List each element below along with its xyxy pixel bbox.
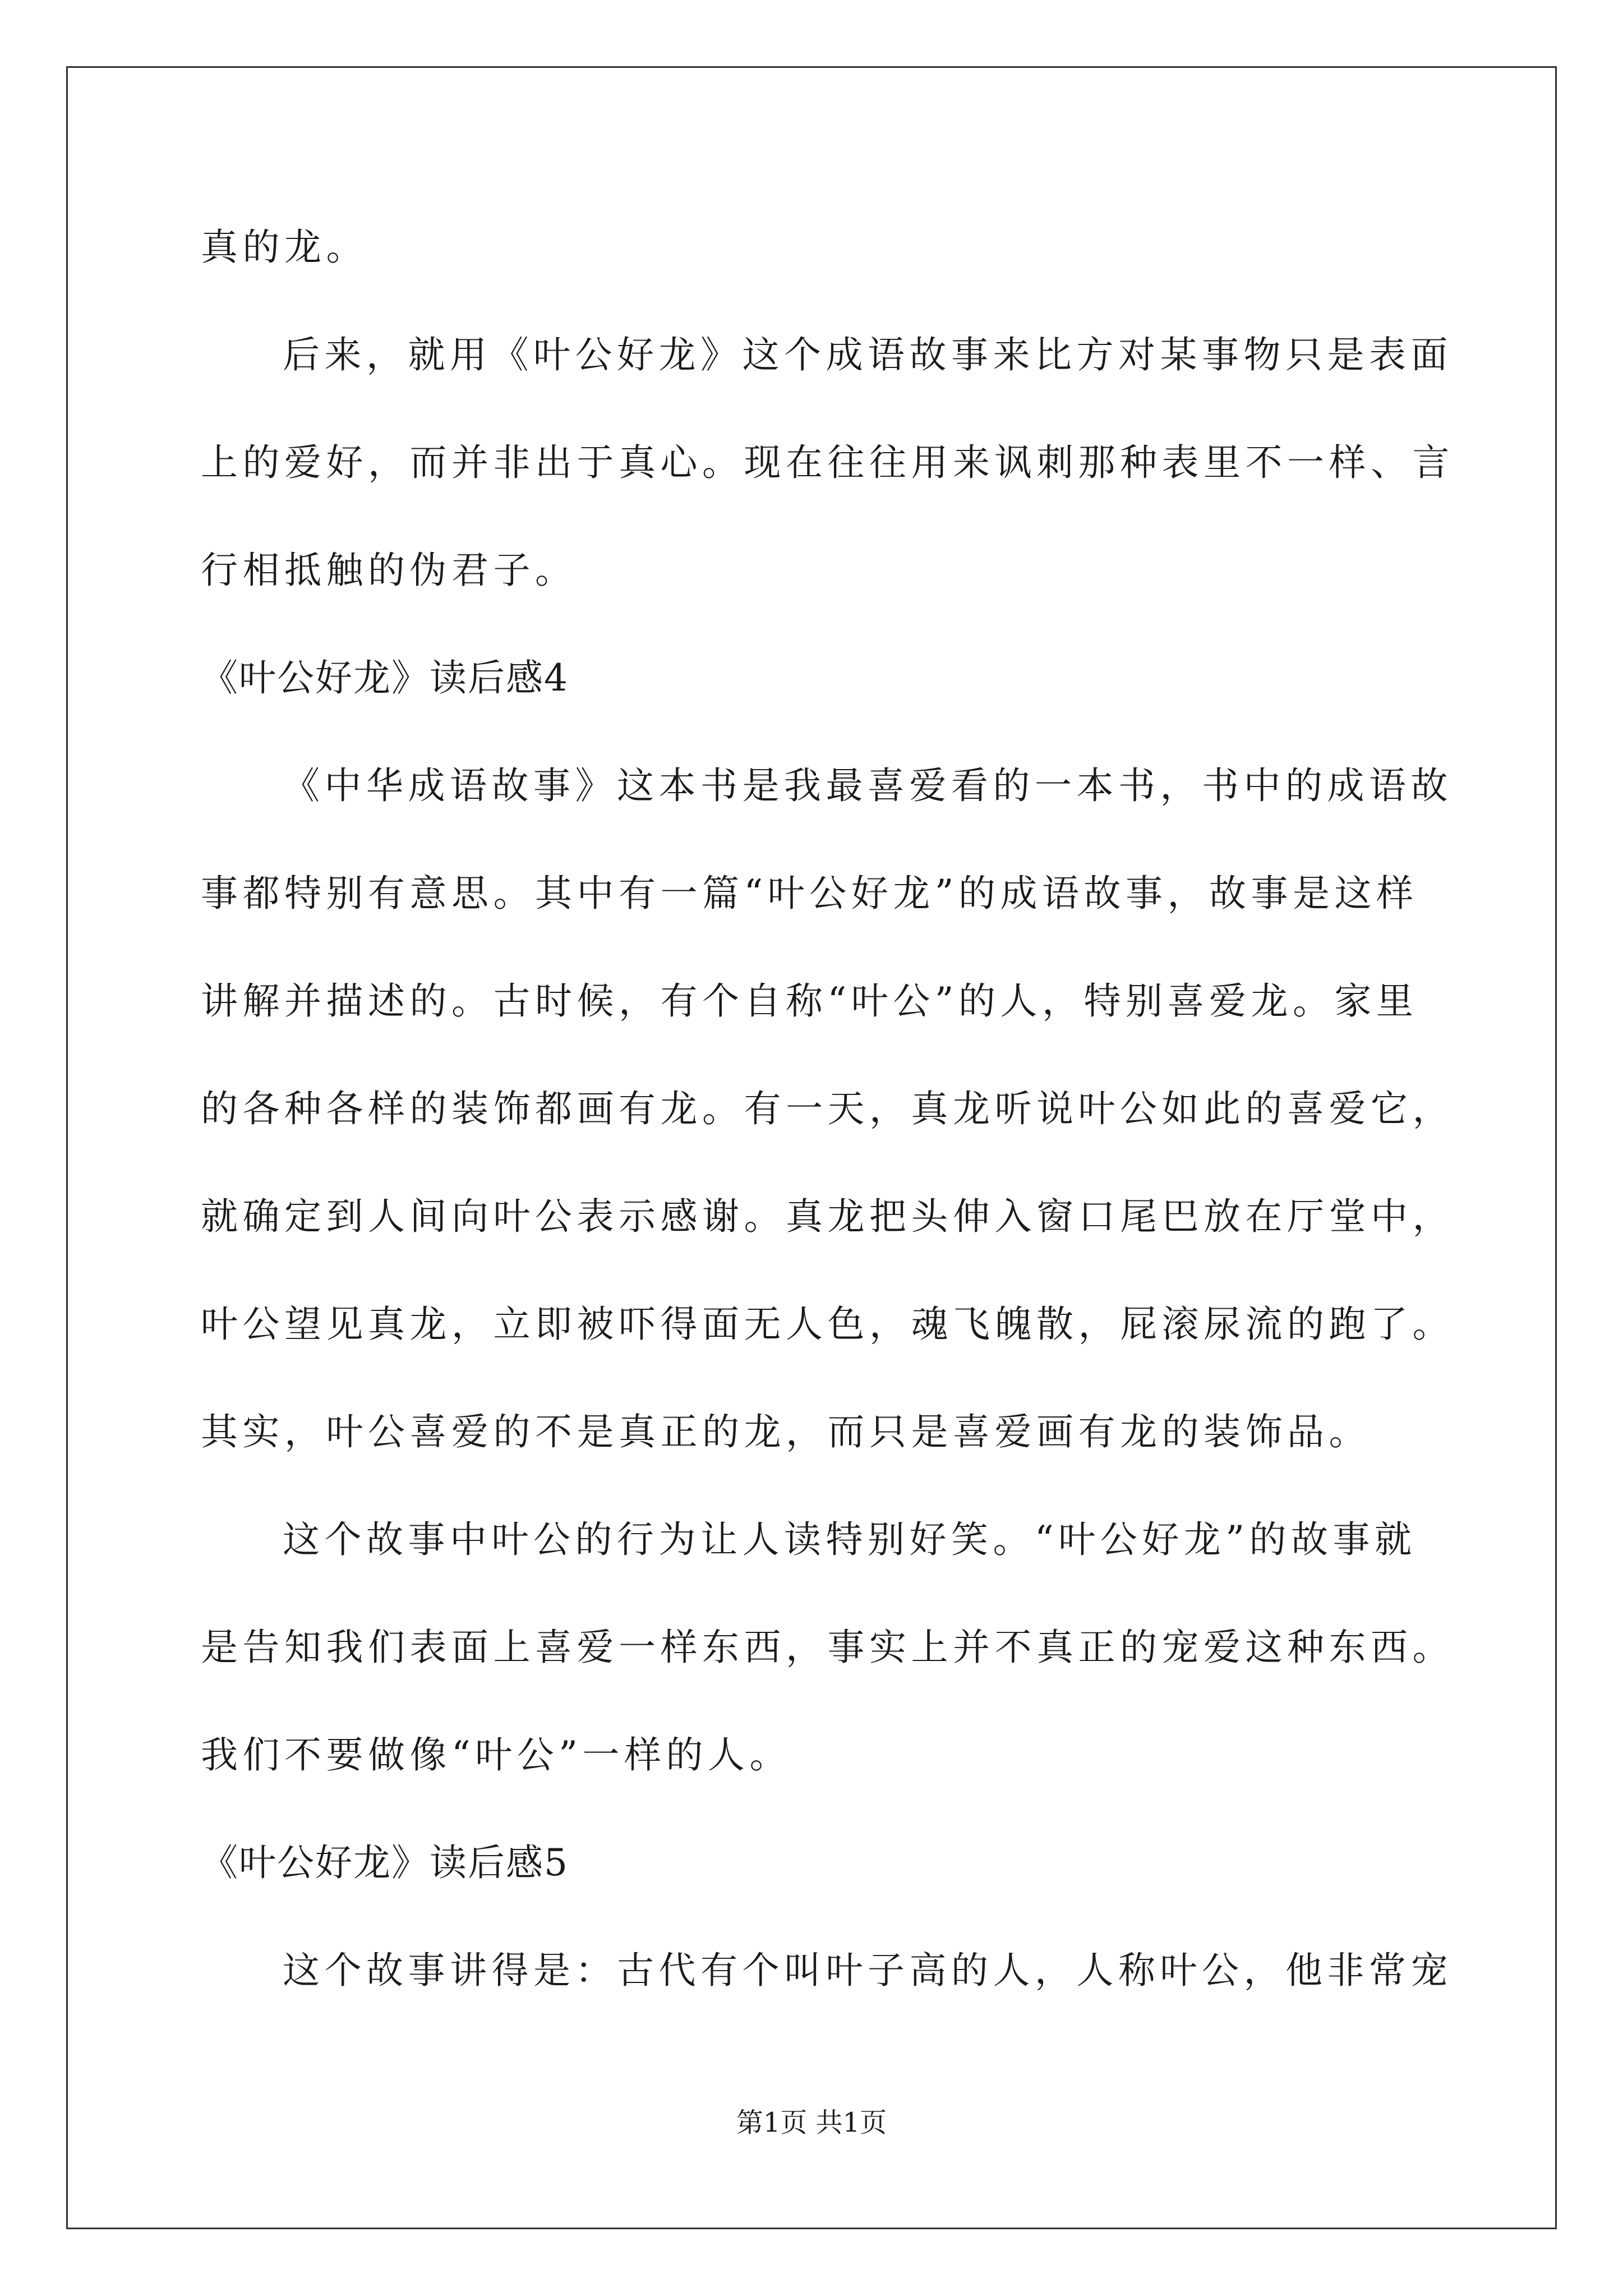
- text-line: 行相抵触的伪君子。: [201, 549, 577, 592]
- text-line: 讲解并描述的。古时候，有个自称“叶公”的人，特别喜爱龙。家里: [201, 979, 1418, 1023]
- text-line: 事都特别有意思。其中有一篇“叶公好龙”的成语故事，故事是这样: [201, 872, 1418, 915]
- text-line: 上的爱好，而并非出于真心。现在往往用来讽刺那种表里不一样、言: [201, 441, 1454, 484]
- page-frame: [66, 66, 1557, 2229]
- text-line: 这个故事讲得是：古代有个叫叶子高的人，人称叶公，他非常宠: [283, 1949, 1453, 1992]
- section-heading: 《叶公好龙》读后感5: [201, 1841, 569, 1884]
- text-line: 叶公望见真龙，立即被吓得面无人色，魂飞魄散，屁滚尿流的跑了。: [201, 1303, 1454, 1346]
- text-line: 的各种各样的装饰都画有龙。有一天，真龙听说叶公如此的喜爱它，: [201, 1087, 1454, 1130]
- text-line: 我们不要做像“叶公”一样的人。: [201, 1733, 791, 1777]
- text-line: 是告知我们表面上喜爱一样东西，事实上并不真正的宠爱这种东西。: [201, 1626, 1454, 1669]
- text-line: 这个故事中叶公的行为让人读特别好笑。“叶公好龙”的故事就: [283, 1518, 1417, 1561]
- section-heading: 《叶公好龙》读后感4: [201, 656, 569, 700]
- page-footer: 第1页 共1页: [736, 2107, 887, 2138]
- text-line: 其实，叶公喜爱的不是真正的龙，而只是喜爱画有龙的装饰品。: [201, 1410, 1371, 1453]
- text-line: 真的龙。: [201, 226, 368, 269]
- text-line: 就确定到人间向叶公表示感谢。真龙把头伸入窗口尾巴放在厅堂中，: [201, 1195, 1454, 1238]
- text-line: 《中华成语故事》这本书是我最喜爱看的一本书，书中的成语故: [283, 764, 1453, 807]
- text-line: 后来，就用《叶公好龙》这个成语故事来比方对某事物只是表面: [283, 333, 1453, 376]
